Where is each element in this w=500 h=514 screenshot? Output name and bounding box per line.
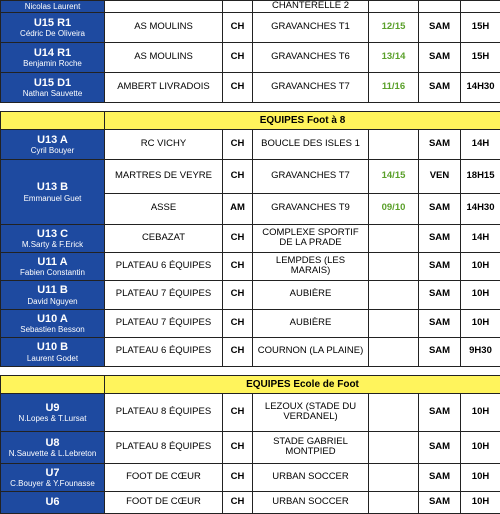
score-cell bbox=[369, 491, 419, 513]
day-cell: SAM bbox=[419, 129, 461, 159]
time-cell: 15H bbox=[461, 42, 500, 72]
time-cell: 10H bbox=[461, 393, 500, 431]
team-code: U13 A bbox=[3, 134, 102, 147]
opponent-cell: PLATEAU 7 ÉQUIPES bbox=[105, 280, 223, 309]
table-row bbox=[1, 224, 500, 252]
opponent-cell: AS MOULINS bbox=[105, 12, 223, 42]
opponent-cell: ASSE bbox=[105, 193, 223, 224]
venue-cell: LEZOUX (STADE DU VERDANEL) bbox=[253, 393, 369, 431]
team-code: U15 R1 bbox=[3, 17, 102, 30]
type-cell: CH bbox=[223, 309, 253, 337]
section-title: EQUIPES Foot à 8 bbox=[105, 111, 500, 129]
day-cell bbox=[419, 1, 461, 13]
opponent-cell: PLATEAU 8 ÉQUIPES bbox=[105, 393, 223, 431]
time-cell: 9H30 bbox=[461, 337, 500, 366]
team-code: U14 R1 bbox=[3, 47, 102, 60]
spacer-row bbox=[1, 102, 500, 111]
team-code: U10 B bbox=[3, 341, 102, 354]
type-cell: CH bbox=[223, 463, 253, 491]
opponent-cell bbox=[105, 1, 223, 13]
coach-name: M.Sarty & F.Erick bbox=[3, 240, 102, 249]
type-cell: AM bbox=[223, 193, 253, 224]
time-cell: 10H bbox=[461, 280, 500, 309]
score-cell: 13/14 bbox=[369, 42, 419, 72]
time-cell: 14H bbox=[461, 129, 500, 159]
score-cell bbox=[369, 129, 419, 159]
time-cell: 10H bbox=[461, 491, 500, 513]
team-code: U11 A bbox=[3, 256, 102, 269]
day-cell: SAM bbox=[419, 280, 461, 309]
score-cell: 11/16 bbox=[369, 72, 419, 102]
venue-cell: GRAVANCHES T7 bbox=[253, 159, 369, 193]
venue-cell: AUBIÈRE bbox=[253, 309, 369, 337]
score-cell bbox=[369, 1, 419, 13]
opponent-cell: FOOT DE CŒUR bbox=[105, 463, 223, 491]
score-cell: 09/10 bbox=[369, 193, 419, 224]
day-cell: SAM bbox=[419, 224, 461, 252]
time-cell: 14H bbox=[461, 224, 500, 252]
time-cell: 15H bbox=[461, 12, 500, 42]
team-cell bbox=[1, 252, 105, 280]
day-cell: SAM bbox=[419, 252, 461, 280]
coach-name: C.Bouyer & Y.Founasse bbox=[3, 479, 102, 488]
opponent-cell: RC VICHY bbox=[105, 129, 223, 159]
coach-name: Benjamin Roche bbox=[3, 59, 102, 68]
venue-cell: URBAN SOCCER bbox=[253, 463, 369, 491]
table-row bbox=[1, 491, 500, 513]
table-row bbox=[1, 252, 500, 280]
venue-cell: CHANTERELLE 2 bbox=[253, 1, 369, 13]
team-cell bbox=[1, 431, 105, 463]
opponent-cell: FOOT DE CŒUR bbox=[105, 491, 223, 513]
coach-name: Laurent Godet bbox=[3, 354, 102, 363]
venue-cell: COMPLEXE SPORTIF DE LA PRADE bbox=[253, 224, 369, 252]
table-row bbox=[1, 280, 500, 309]
table-row bbox=[1, 72, 500, 102]
team-cell bbox=[1, 463, 105, 491]
team-cell bbox=[1, 337, 105, 366]
venue-cell: GRAVANCHES T9 bbox=[253, 193, 369, 224]
day-cell: SAM bbox=[419, 491, 461, 513]
opponent-cell: PLATEAU 8 ÉQUIPES bbox=[105, 431, 223, 463]
opponent-cell: PLATEAU 7 ÉQUIPES bbox=[105, 309, 223, 337]
team-cell bbox=[1, 72, 105, 102]
team-code: U11 B bbox=[3, 284, 102, 297]
venue-cell: STADE GABRIEL MONTPIED bbox=[253, 431, 369, 463]
time-cell bbox=[461, 1, 500, 13]
venue-cell: URBAN SOCCER bbox=[253, 491, 369, 513]
time-cell: 10H bbox=[461, 309, 500, 337]
time-cell: 18H15 bbox=[461, 159, 500, 193]
day-cell: SAM bbox=[419, 431, 461, 463]
venue-cell: COURNON (LA PLAINE) bbox=[253, 337, 369, 366]
day-cell: VEN bbox=[419, 159, 461, 193]
type-cell bbox=[223, 1, 253, 13]
coach-name: Nathan Sauvette bbox=[3, 89, 102, 98]
venue-cell: LEMPDES (LES MARAIS) bbox=[253, 252, 369, 280]
day-cell: SAM bbox=[419, 463, 461, 491]
opponent-cell: PLATEAU 6 ÉQUIPES bbox=[105, 252, 223, 280]
type-cell: CH bbox=[223, 431, 253, 463]
table-row bbox=[1, 337, 500, 366]
score-cell: 14/15 bbox=[369, 159, 419, 193]
type-cell: CH bbox=[223, 393, 253, 431]
score-cell: 12/15 bbox=[369, 12, 419, 42]
score-cell bbox=[369, 252, 419, 280]
score-cell bbox=[369, 393, 419, 431]
team-code: U7 bbox=[3, 467, 102, 480]
team-cell bbox=[1, 280, 105, 309]
coach-name: N.Lopes & T.Lursat bbox=[3, 414, 102, 423]
coach-name: Nicolas Laurent bbox=[3, 2, 102, 11]
table-row bbox=[1, 159, 500, 193]
score-cell bbox=[369, 431, 419, 463]
day-cell: SAM bbox=[419, 309, 461, 337]
venue-cell: GRAVANCHES T7 bbox=[253, 72, 369, 102]
table-row bbox=[1, 393, 500, 431]
team-cell bbox=[1, 129, 105, 159]
type-cell: CH bbox=[223, 42, 253, 72]
day-cell: SAM bbox=[419, 337, 461, 366]
team-cell bbox=[1, 42, 105, 72]
venue-cell: BOUCLE DES ISLES 1 bbox=[253, 129, 369, 159]
team-cell bbox=[1, 1, 105, 13]
opponent-cell: PLATEAU 6 ÉQUIPES bbox=[105, 337, 223, 366]
time-cell: 14H30 bbox=[461, 193, 500, 224]
type-cell: CH bbox=[223, 491, 253, 513]
type-cell: CH bbox=[223, 159, 253, 193]
score-cell bbox=[369, 463, 419, 491]
coach-name: David Nguyen bbox=[3, 297, 102, 306]
time-cell: 10H bbox=[461, 252, 500, 280]
time-cell: 10H bbox=[461, 431, 500, 463]
time-cell: 14H30 bbox=[461, 72, 500, 102]
coach-name: N.Sauvette & L.Lebreton bbox=[3, 449, 102, 458]
day-cell: SAM bbox=[419, 12, 461, 42]
day-cell: SAM bbox=[419, 72, 461, 102]
type-cell: CH bbox=[223, 12, 253, 42]
type-cell: CH bbox=[223, 252, 253, 280]
table-row bbox=[1, 1, 500, 13]
venue-cell: GRAVANCHES T6 bbox=[253, 42, 369, 72]
day-cell: SAM bbox=[419, 42, 461, 72]
table-row bbox=[1, 431, 500, 463]
score-cell bbox=[369, 280, 419, 309]
coach-name: Fabien Constantin bbox=[3, 268, 102, 277]
venue-cell: AUBIÈRE bbox=[253, 280, 369, 309]
team-code: U10 A bbox=[3, 313, 102, 326]
score-cell bbox=[369, 337, 419, 366]
team-cell bbox=[1, 224, 105, 252]
type-cell: CH bbox=[223, 337, 253, 366]
team-cell bbox=[1, 12, 105, 42]
type-cell: CH bbox=[223, 129, 253, 159]
section-header-ecole bbox=[1, 375, 500, 393]
score-cell bbox=[369, 224, 419, 252]
table-row bbox=[1, 129, 500, 159]
table-row bbox=[1, 12, 500, 42]
type-cell: CH bbox=[223, 72, 253, 102]
coach-name: Cyril Bouyer bbox=[3, 146, 102, 155]
opponent-cell: AMBERT LIVRADOIS bbox=[105, 72, 223, 102]
section-title: EQUIPES Ecole de Foot bbox=[105, 375, 500, 393]
score-cell bbox=[369, 309, 419, 337]
table-row bbox=[1, 309, 500, 337]
team-code: U8 bbox=[3, 437, 102, 450]
coach-name: Cédric De Oliveira bbox=[3, 29, 102, 38]
team-cell bbox=[1, 159, 105, 224]
team-cell bbox=[1, 393, 105, 431]
table-row bbox=[1, 463, 500, 491]
time-cell: 10H bbox=[461, 463, 500, 491]
day-cell: SAM bbox=[419, 193, 461, 224]
team-code: U15 D1 bbox=[3, 77, 102, 90]
opponent-cell: CEBAZAT bbox=[105, 224, 223, 252]
team-code: U13 C bbox=[3, 228, 102, 241]
section-header-foot8 bbox=[1, 111, 500, 129]
opponent-cell: MARTRES DE VEYRE bbox=[105, 159, 223, 193]
table-row bbox=[1, 42, 500, 72]
team-cell bbox=[1, 309, 105, 337]
venue-cell: GRAVANCHES T1 bbox=[253, 12, 369, 42]
team-code: U9 bbox=[3, 402, 102, 415]
type-cell: CH bbox=[223, 280, 253, 309]
team-code: U13 B bbox=[3, 181, 102, 194]
coach-name: Emmanuel Guet bbox=[3, 194, 102, 203]
spacer-row bbox=[1, 366, 500, 375]
team-cell bbox=[1, 491, 105, 513]
day-cell: SAM bbox=[419, 393, 461, 431]
type-cell: CH bbox=[223, 224, 253, 252]
team-code: U6 bbox=[3, 496, 102, 509]
opponent-cell: AS MOULINS bbox=[105, 42, 223, 72]
coach-name: Sebastien Besson bbox=[3, 325, 102, 334]
